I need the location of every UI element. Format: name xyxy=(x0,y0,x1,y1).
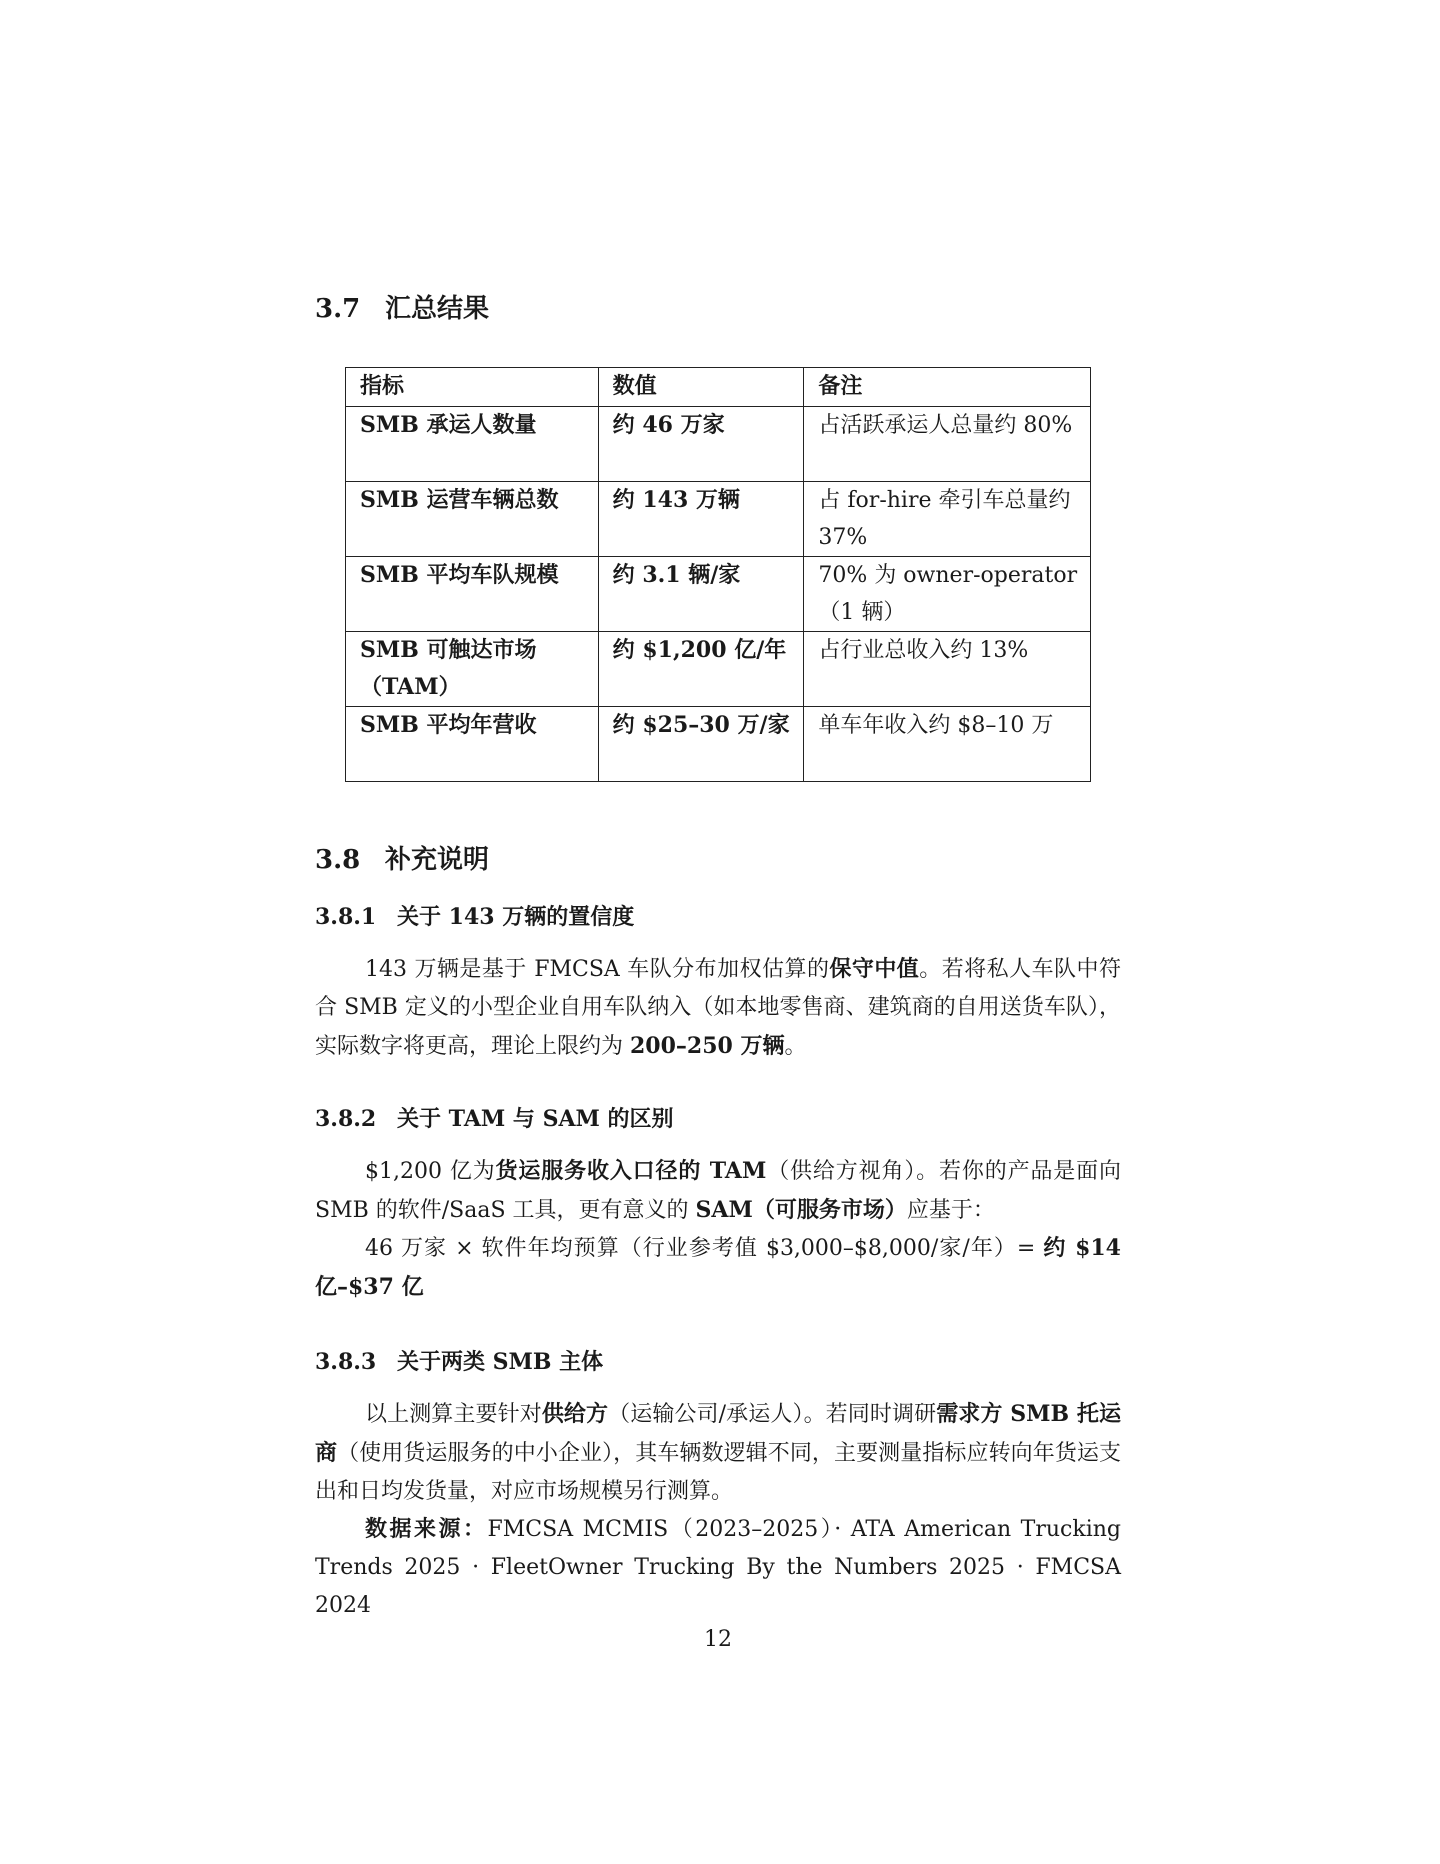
text-run: 。若将私人车队中符合 SMB 定义的小型企业自用车队纳入（如本地零售商、建筑商的自用送货车队），实际数字将更高，理论上限约为 xyxy=(315,957,1121,1059)
subsection-heading-3-8-1 xyxy=(315,903,634,931)
text-run: 。 xyxy=(784,1034,807,1059)
section-heading-3-8 xyxy=(315,844,489,876)
metric-cell: SMB 平均车队规模 xyxy=(346,557,599,632)
metric-cell: SMB 承运人数量 xyxy=(346,407,599,482)
section-title: 补充说明 xyxy=(385,845,490,875)
subsection-heading-3-8-2 xyxy=(315,1105,674,1133)
table-header-cell: 备注 xyxy=(804,368,1091,407)
section-title: 汇总结果 xyxy=(385,294,490,324)
source-label: 数据来源： xyxy=(365,1516,488,1542)
summary-table xyxy=(345,367,1091,782)
text-run: （使用货运服务的中小企业），其车辆数逻辑不同，主要测量指标应转向年货运支出和日均发货量，对应市场规模另行测算。 xyxy=(315,1441,1121,1504)
subsection-title: 关于 143 万辆的置信度 xyxy=(397,904,635,930)
text-run: 143 万辆是基于 FMCSA 车队分布加权估算的 xyxy=(365,957,830,982)
note-cell: 占 for-hire 牵引车总量约 37% xyxy=(804,482,1091,557)
text-run: 应基于： xyxy=(906,1198,995,1223)
section-number: 3.8 xyxy=(315,845,361,875)
paragraph-sam-formula xyxy=(315,1229,1121,1307)
text-run: （供给方视角）。若你的产品是面向 SMB 的软件/SaaS 工具，更有意义的 xyxy=(315,1159,1122,1223)
table-row xyxy=(346,482,1091,557)
table-header-row xyxy=(346,368,1091,407)
metric-cell: SMB 平均年营收 xyxy=(346,707,599,782)
bold-text: 约 $14 亿–$37 亿 xyxy=(315,1235,1121,1300)
subsection-number: 3.8.1 xyxy=(315,904,377,930)
text-run: 以上测算主要针对 xyxy=(365,1402,542,1427)
section-heading-3-7 xyxy=(315,293,489,325)
subsection-number: 3.8.3 xyxy=(315,1349,377,1375)
metric-cell: SMB 可触达市场（TAM） xyxy=(346,632,599,707)
subsection-heading-3-8-3 xyxy=(315,1348,603,1376)
metric-cell: SMB 运营车辆总数 xyxy=(346,482,599,557)
bold-text: 供给方 xyxy=(541,1401,609,1427)
source-text: FMCSA MCMIS（2023–2025）· ATA American Trucking Trends 2025 · FleetOwner Trucking By the Numbers 2025 · FMCSA 2024 xyxy=(315,1517,1121,1618)
subsection-number: 3.8.2 xyxy=(315,1106,377,1132)
paragraph-data-sources xyxy=(315,1510,1121,1625)
section-number: 3.7 xyxy=(315,294,361,324)
page-number: 12 xyxy=(704,1627,732,1652)
paragraph-tam-sam xyxy=(315,1152,1121,1230)
value-cell: 约 143 万辆 xyxy=(598,482,804,557)
value-cell: 约 46 万家 xyxy=(598,407,804,482)
table-header-cell: 数值 xyxy=(598,368,804,407)
note-cell: 占行业总收入约 13% xyxy=(804,632,1091,707)
bold-text: 保守中值 xyxy=(829,956,920,982)
table-row xyxy=(346,557,1091,632)
paragraph-two-smb-types xyxy=(315,1395,1121,1511)
text-run: （运输公司/承运人）。若同时调研 xyxy=(608,1402,937,1427)
text-run: $1,200 亿为 xyxy=(365,1159,496,1184)
table-row xyxy=(346,707,1091,782)
bold-text: 需求方 SMB 托运商 xyxy=(315,1401,1121,1466)
note-cell: 占活跃承运人总量约 80% xyxy=(804,407,1091,482)
table-row xyxy=(346,632,1091,707)
bold-text: 货运服务收入口径的 TAM xyxy=(495,1158,767,1184)
bold-text: 200–250 万辆 xyxy=(630,1033,785,1059)
table-row xyxy=(346,407,1091,482)
bold-text: SAM（可服务市场） xyxy=(695,1197,907,1223)
note-cell: 70% 为 owner-operator（1 辆） xyxy=(804,557,1091,632)
subsection-title: 关于 TAM 与 SAM 的区别 xyxy=(397,1106,674,1132)
value-cell: 约 3.1 辆/家 xyxy=(598,557,804,632)
subsection-title: 关于两类 SMB 主体 xyxy=(397,1349,604,1375)
table-header-cell: 指标 xyxy=(346,368,599,407)
value-cell: 约 $25–30 万/家 xyxy=(598,707,804,782)
value-cell: 约 $1,200 亿/年 xyxy=(598,632,804,707)
paragraph-confidence xyxy=(315,950,1121,1066)
text-run: 46 万家 × 软件年均预算（行业参考值 $3,000–$8,000/家/年）= xyxy=(365,1236,1044,1261)
note-cell: 单车年收入约 $8–10 万 xyxy=(804,707,1091,782)
